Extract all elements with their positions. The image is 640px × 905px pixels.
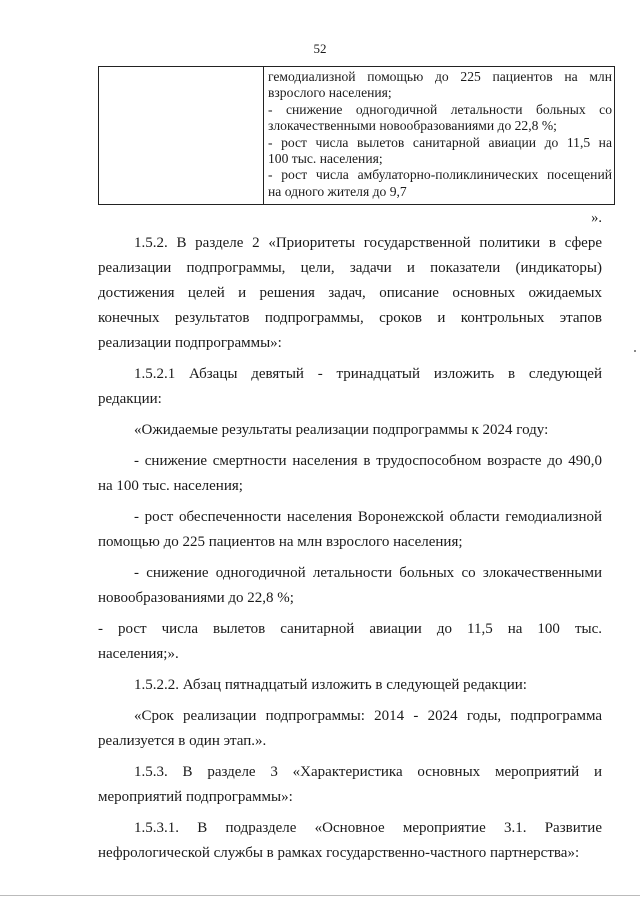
- text-line: 1.5.3.1. В подразделе «Основное мероприятие 3.1. Развитие: [134, 820, 602, 836]
- scan-edge-line: [0, 895, 640, 896]
- text-line: населения;».: [98, 646, 179, 662]
- text-line: 1.5.3. В разделе 3 «Характеристика основных мероприятий и: [134, 764, 602, 780]
- paragraph-1-5-2-2: [98, 673, 602, 698]
- text-line: нефрологической службы в рамках государственно-частного партнерства»:: [98, 845, 580, 861]
- table-cell-line: злокачественными новообразованиями до 22,8 %;: [268, 118, 557, 134]
- text-line: на 100 тыс. населения;: [98, 478, 243, 494]
- text-line: реализуется в один этап.».: [98, 733, 267, 749]
- text-line: реализации подпрограммы»:: [98, 335, 282, 351]
- text-line: «Срок реализации подпрограммы: 2014 - 2024 годы, подпрограмма: [134, 708, 602, 724]
- document-body: [98, 231, 602, 866]
- continuation-table: [98, 66, 615, 205]
- table-cell-line: - снижение одногодичной летальности больных со: [268, 101, 612, 117]
- paragraph-term: [98, 704, 602, 754]
- text-line: 1.5.2.2. Абзац пятнадцатый изложить в следующей редакции:: [134, 677, 527, 693]
- page-number: 52: [313, 41, 327, 56]
- text-line: - снижение одногодичной летальности больных со злокачественными: [134, 565, 602, 581]
- paragraph-expected-results: [98, 418, 602, 443]
- scan-mark: [634, 350, 636, 352]
- table-right-cell: [264, 67, 615, 205]
- paragraph-dialysis: [98, 505, 602, 555]
- text-line: реализации подпрограммы, цели, задачи и показатели (индикаторы): [98, 260, 602, 276]
- table-cell-line: на одного жителя до 9,7: [268, 183, 407, 199]
- table-row: [99, 67, 615, 205]
- closing-quote: ».: [591, 210, 602, 226]
- text-line: достижения целей и решения задач, описание основных ожидаемых: [98, 285, 602, 301]
- text-line: новообразованиями до 22,8 %;: [98, 590, 294, 606]
- text-line: 1.5.2.1 Абзацы девятый - тринадцатый изложить в следующей: [134, 366, 602, 382]
- text-line: мероприятий подпрограммы»:: [98, 789, 293, 805]
- text-line: конечных результатов подпрограммы, сроков и контрольных этапов: [98, 310, 602, 326]
- table-cell-line: - рост числа амбулаторно-поликлинических посещений: [268, 167, 612, 183]
- paragraph-oncology: [98, 561, 602, 611]
- text-line: - снижение смертности населения в трудоспособном возрасте до 490,0: [134, 453, 602, 469]
- text-line: «Ожидаемые результаты реализации подпрограммы к 2024 году:: [134, 422, 549, 438]
- paragraph-mortality: [98, 449, 602, 499]
- table-cell-line: - рост числа вылетов санитарной авиации до 11,5 на: [268, 134, 612, 150]
- text-line: - рост числа вылетов санитарной авиации до 11,5 на 100 тыс.: [98, 621, 602, 637]
- table-cell-line: взрослого населения;: [268, 85, 392, 101]
- text-line: 1.5.2. В разделе 2 «Приоритеты государственной политики в сфере: [134, 235, 602, 251]
- table-cell-line: 100 тыс. населения;: [268, 151, 383, 167]
- text-line: редакции:: [98, 391, 162, 407]
- text-line: помощью до 225 пациентов на млн взрослого населения;: [98, 534, 463, 550]
- paragraph-aviation: [98, 617, 602, 667]
- table-cell-line: гемодиализной помощью до 225 пациентов на млн: [268, 69, 612, 84]
- paragraph-1-5-3: [98, 760, 602, 810]
- paragraph-1-5-2: [98, 231, 602, 356]
- table-left-cell: [99, 67, 264, 205]
- paragraph-1-5-3-1: [98, 816, 602, 866]
- text-line: - рост обеспеченности населения Воронежской области гемодиализной: [134, 509, 602, 525]
- paragraph-1-5-2-1: [98, 362, 602, 412]
